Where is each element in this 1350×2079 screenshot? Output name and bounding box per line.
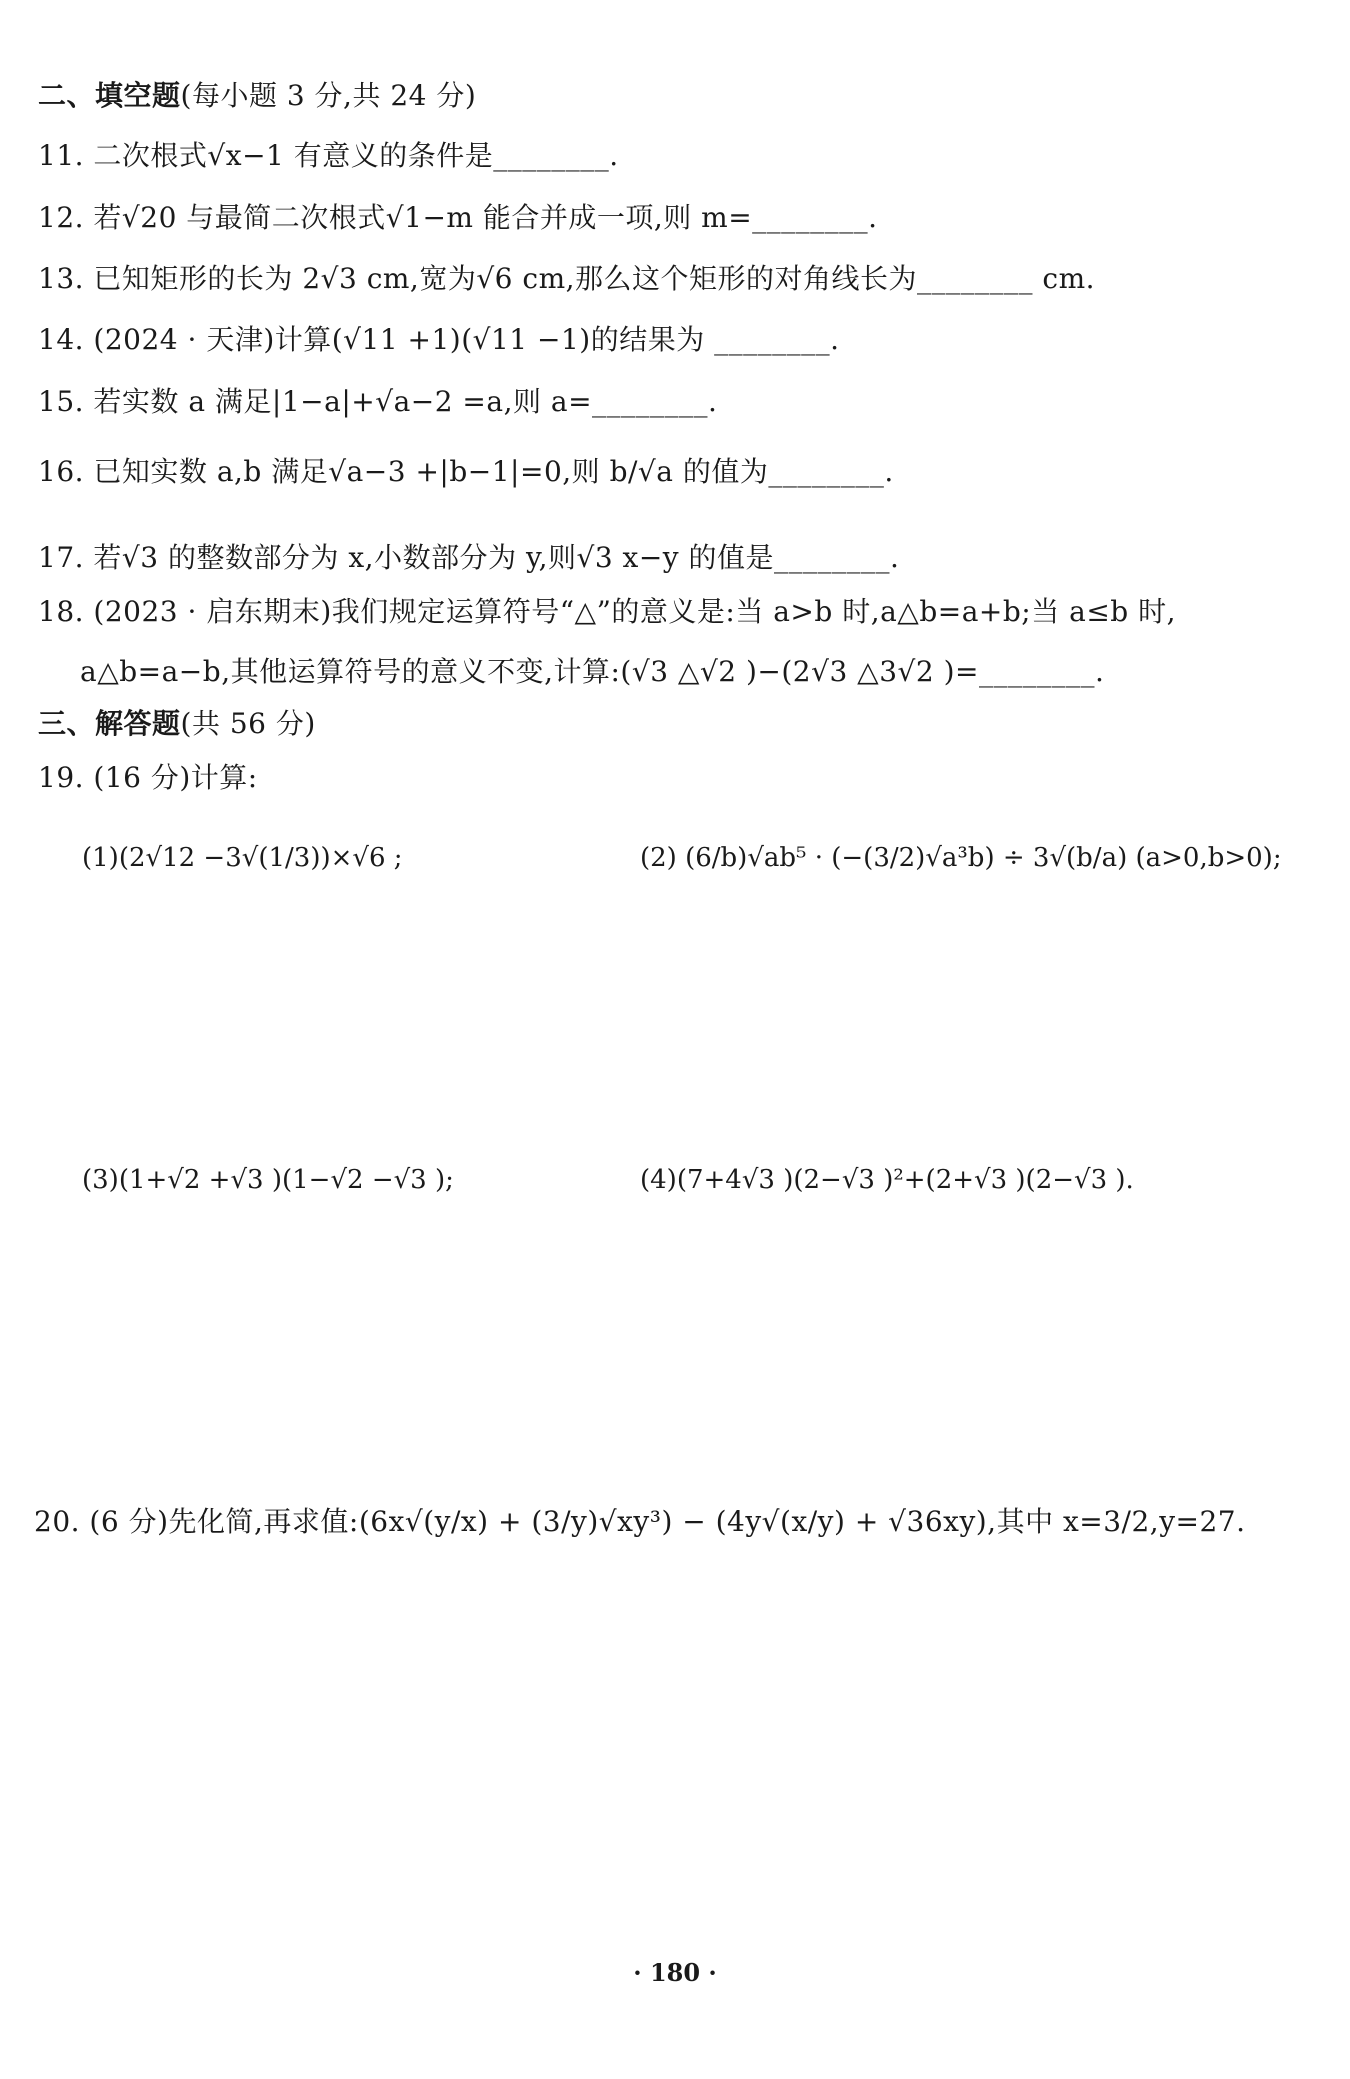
question-16: 16. 已知实数 a,b 满足√a−3 +|b−1|=0,则 b/√a 的值为________.: [38, 455, 894, 488]
question-14: 14. (2024 · 天津)计算(√11 +1)(√11 −1)的结果为 ________.: [38, 323, 840, 356]
question-18-line2: a△b=a−b,其他运算符号的意义不变,计算:(√3 △√2 )−(2√3 △3√2 )=________.: [80, 655, 1105, 688]
question-17: 17. 若√3 的整数部分为 x,小数部分为 y,则√3 x−y 的值是________.: [38, 541, 900, 574]
question-15: 15. 若实数 a 满足|1−a|+√a−2 =a,则 a=________.: [38, 385, 718, 418]
question-12: 12. 若√20 与最简二次根式√1−m 能合并成一项,则 m=________.: [38, 201, 878, 234]
question-20: 20. (6 分)先化简,再求值:(6x√(y/x) + (3/y)√xy³) − (4y√(x/y) + √36xy),其中 x=3/2,y=27.: [34, 1505, 1246, 1538]
question-11: 11. 二次根式√x−1 有意义的条件是________.: [38, 139, 619, 172]
question-18-line1: 18. (2023 · 启东期末)我们规定运算符号“△”的意义是:当 a>b 时,a△b=a+b;当 a≤b 时,: [38, 595, 1177, 628]
section2-heading-line: [38, 76, 476, 116]
page-number: · 180 ·: [633, 1958, 717, 1987]
question-13: 13. 已知矩形的长为 2√3 cm,宽为√6 cm,那么这个矩形的对角线长为________ cm.: [38, 262, 1096, 295]
section3-note: (共 56 分): [180, 707, 316, 740]
section3-heading: 三、解答题: [38, 707, 181, 740]
question-19-part2: (2) (6/b)√ab⁵ · (−(3/2)√a³b) ÷ 3√(b/a) (a>0,b>0);: [640, 843, 1282, 873]
question-19-part3: (3)(1+√2 +√3 )(1−√2 −√3 );: [82, 1165, 454, 1195]
question-19-title: 19. (16 分)计算:: [38, 761, 258, 794]
question-19-part1: (1)(2√12 −3√(1/3))×√6 ;: [82, 843, 403, 873]
section3-heading-line: [38, 704, 316, 744]
section2-note: (每小题 3 分,共 24 分): [180, 79, 477, 112]
question-19-part4: (4)(7+4√3 )(2−√3 )²+(2+√3 )(2−√3 ).: [640, 1165, 1134, 1195]
section2-heading: 二、填空题: [38, 79, 181, 112]
